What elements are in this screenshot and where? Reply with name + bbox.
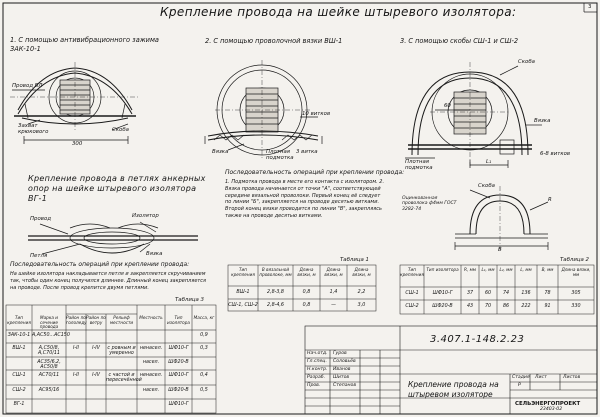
table3-cell: СШ-1 [12,373,26,378]
seq2-text: 1. Подмотка провода в месте его контакта с изолятором. 2. Вязка провода начинается от точки "А", соответствующей середине вязальной проволоки. Первый конец её следует по линии "Б", закрепляется на проводе десятью витками. Второй конец вязки проводится по линии "В", закрепляясь также на проводе десятью витками. [225,179,385,219]
table2-header-cell: Длина вязки, мм [561,267,591,277]
table3-cell: ШФ20-В [168,360,189,365]
seq2-title: Последовательность операций при креплении провода: [225,169,405,176]
table3-cell: ШФ10-Г [168,346,189,351]
table3-cell: I-IV [92,373,100,378]
table1-cell: — [331,303,336,308]
turns-label-3: 6-8 витков [540,151,571,157]
table3-header-cell: Масса, кг [193,315,215,320]
table2-cell: ШФ20-В [432,304,453,309]
section2-title: 2. С помощью проволочной вязки ВШ-1 [205,37,343,45]
table3-header-cell: Район по гололеду [66,315,87,325]
tie-label-2: Вязка [212,149,229,155]
table2-cell: 60 [484,291,492,296]
table3-cell: 0,4 [200,373,208,378]
table2-header-cell: Тип изолятора [426,267,459,272]
loop-tie-label: Вязка [146,251,163,257]
title-block-name: Иванов [333,367,351,372]
table1-caption: Таблица 1 [340,257,369,263]
table3-cell: А,АС50...АС150 [32,333,70,338]
stage-header: Стадия [512,375,530,380]
doc-description: Крепление провода на штыревом изоляторе [408,380,499,399]
table2-header-cell: L, мм [520,267,532,272]
table2-header-cell: Тип крепления [400,267,424,277]
table1-cell: СШ-1, СШ-2 [228,303,258,308]
table1-cell: ВШ-1 [236,290,250,295]
table2-cell: СШ-1 [405,291,419,296]
main-title: Крепление провода на шейке штыревого изолятора: [160,5,517,19]
detail-bracket-label: Скоба [478,183,495,189]
table2-cell: 330 [571,304,581,309]
org-name: СЕЛЬЭНЕРГОПРОЕКТ [515,401,581,407]
table3-cell: 0,3 [200,346,208,351]
doc-code: 3.407.1-148.2.23 [430,334,525,345]
table2-caption: Таблица 2 [560,257,589,263]
table3-cell: ШФ10-Г [168,402,189,407]
table1-cell: 2,8-3,8 [267,290,284,295]
table2-cell: 136 [521,291,531,296]
seq-loop-title: Последовательность операций при креплении провода: [10,261,190,268]
table3-header-cell: Район по ветру [86,315,106,325]
title-block-role: Нач.отд. [307,351,328,356]
table1-header-cell: В вязальной проволоке, мм [259,267,292,277]
table1-cell: 0,8 [302,303,311,308]
title-block-role: Разраб. [307,375,326,380]
table3-cell: ШФ20-В [168,388,189,393]
table1-cell: 0,8 [302,290,311,295]
table2-cell: 74 [502,291,510,296]
title-block-name: Соловьёв [333,359,356,364]
table1-header-cell: Длина вязки, м [297,267,316,277]
table3-header-cell: Тип крепления [7,315,31,325]
table1-cell: 1,4 [329,290,338,295]
table2-header-cell: R, мм [464,267,476,272]
table1-cell: 2,2 [357,290,366,295]
table1-cell: 3,0 [357,303,366,308]
table3-cell: I-II [73,346,79,351]
table1-header-cell: Длина вязки, м [324,267,343,277]
stage-value: Р [518,383,521,388]
wire-label: Провод ВЛ [12,83,43,89]
title-block-name: Шитов [333,375,350,380]
table3-cell: СШ-2 [12,388,26,393]
loop-loop-label: Петля [30,253,48,259]
detail-R: R [548,197,552,203]
seq-loop-text: На шейке изолятора накладывается петля и закрепляется скручиванием так, чтобы один конец получился длиннее. Длинный конец закрепляется на проводе. После провод крепится двумя петлями. [10,271,207,291]
table3-cell: 0,9 [200,333,208,338]
table3-cell: ненасел. [139,373,163,378]
page-number: 3 [588,4,592,10]
table2-cell: ШФ10-Г [432,291,453,296]
bracket-drawing [405,59,542,168]
section3-title: 3. С помощью скобы СШ-1 и СШ-2 [400,37,519,45]
dim-60: 60 [444,103,451,109]
table2-header-cell: L₂, мм [499,267,513,272]
table2-cell: СШ-2 [405,304,419,309]
table1-cell: 2,8-4,6 [267,303,284,308]
table3-cell: АС70/11 [38,373,60,378]
table2-cell: 222 [521,304,531,309]
dim-300: 300 [72,141,83,147]
turns3-label: 3 витка [296,149,318,155]
table3-cell: ВШ-1 [12,346,26,351]
turns-label: 10 витков [302,111,331,117]
table3-cell: А,С50/8, А,С70/11 [38,346,60,357]
table2-cell: 37 [466,291,474,296]
bracket-label-3: Скоба [518,59,535,65]
table1-header-cell: Тип крепления [231,267,255,277]
table3-cell: с частой и пересечённой [106,373,142,384]
wrap-label-3: Плотная подмотка [405,159,433,171]
loop-title: Крепление провода в петлях анкерных опор на шейке штыревого изолятора ВГ-1 [28,174,206,203]
table3-cell: I-IV [92,346,100,351]
table3-cell: ШФ10-Г [168,373,189,378]
table3-header-cell: Рельеф местности [109,315,134,325]
table2-header-cell: L₁, мм [481,267,495,272]
title-block-name: Степанов [333,383,357,388]
table3-cell: ВГ-1 [13,402,25,407]
wrap-label-2: Плотная подмотка [266,149,294,161]
table2-header-cell: B, мм [541,267,554,272]
title-block-name: Гуров [333,351,347,356]
section1-title: 1. С помощью антивибрационного зажима ЗАК-10-1 [10,36,159,53]
table3-caption: Таблица 3 [175,297,204,303]
table3-cell: с ровным и умеренно [107,346,136,357]
title-block-role: Пров. [307,383,321,388]
table3-header-cell: Тип изолятора [167,315,190,325]
table3-cell: насел. [142,360,160,365]
loop-insulator-label: Изолятор [132,213,159,219]
table3-cell: ненасел. [139,346,163,351]
detail-B: B [498,247,502,253]
table2-cell: 78 [544,291,551,296]
title-block-role: Гл.спец. [307,359,327,364]
table3-cell: ЗАК-10-1 [7,333,31,338]
table3-cell: насел. [142,388,160,393]
table1-header-cell: Длина вязки, м [352,267,371,277]
clamp-label: Захват крюкового [18,123,49,135]
sheet-header: Лист [535,375,547,380]
table2-cell: 305 [571,291,581,296]
footer-code: 23403-02 [540,407,563,412]
table3-header-cell: Марка и сечение провода [39,315,59,330]
title-block-role: Н.контр. [307,367,328,372]
table2-cell: 91 [544,304,551,309]
table3-cell: АС35/6,2, АС50/8 [37,360,61,371]
dim-L1: L₁ [486,159,492,165]
table3-cell: АС95/16 [38,388,60,393]
sheets-header: Листов [563,375,581,380]
table2-cell: 86 [502,304,510,309]
table3-cell: 0,5 [200,388,208,393]
table3-header-cell: Местность [139,315,163,320]
tie-drawing [205,60,322,160]
bracket-detail-drawing [455,183,548,250]
tie-label-3: Вязка [534,118,551,124]
loop-drawing [28,222,198,254]
table2-cell: 70 [484,304,492,309]
bracket-label-1: Скоба [112,127,129,133]
detail-note: Оцинкованная проволока ф4мм ГОСТ 3282-74 [402,196,457,212]
table2-cell: 43 [466,304,474,309]
loop-wire-label: Провод [30,216,51,222]
table3-cell: I-II [73,373,79,378]
